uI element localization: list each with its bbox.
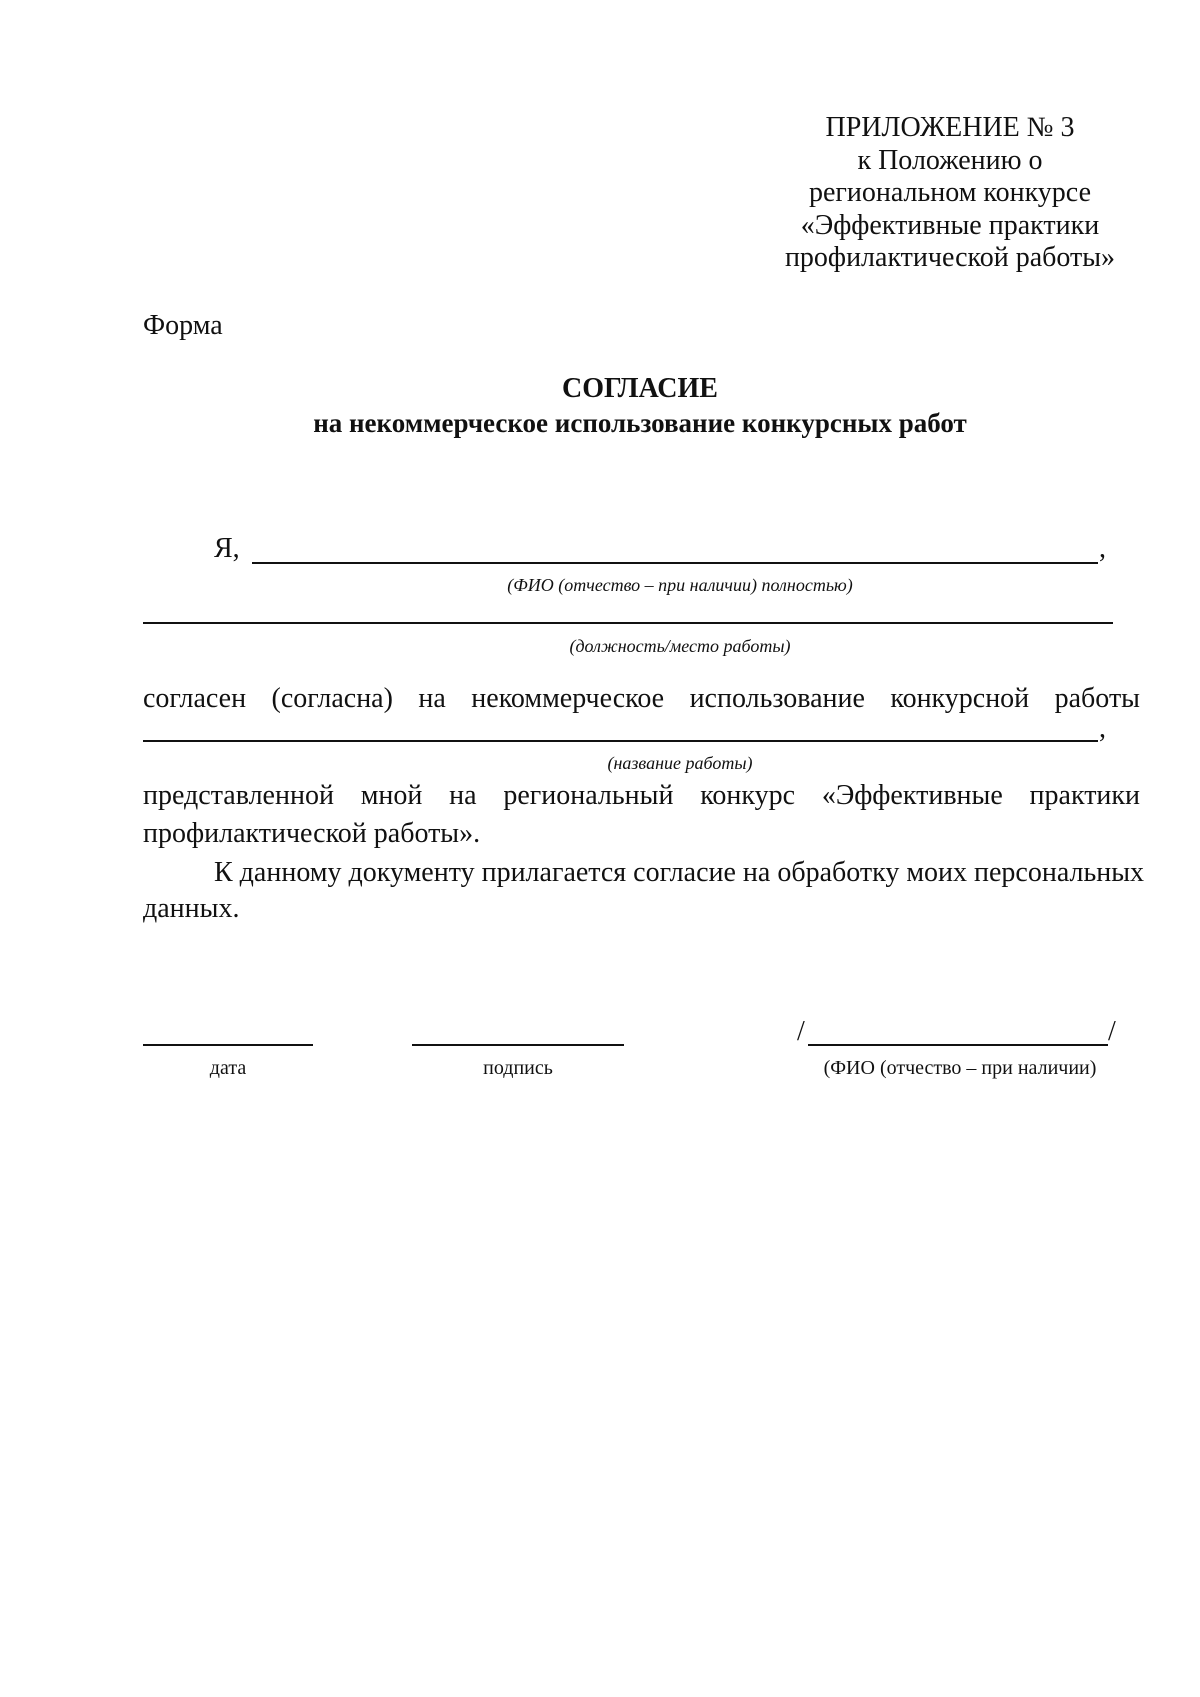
work-title-caption: (название работы) (607, 753, 753, 773)
appendix-line-1: ПРИЛОЖЕНИЕ № 3 (825, 112, 1075, 143)
appendix-line-5: профилактической работы» (784, 242, 1116, 273)
work-title-input-line[interactable] (143, 740, 1098, 742)
fio-slash-right: / (1108, 1016, 1116, 1047)
fio-prefix: Я, (214, 533, 240, 564)
consent-line-3: профилактической работы». (143, 818, 481, 849)
form-label: Форма (143, 310, 223, 341)
date-caption: дата (209, 1057, 247, 1079)
fio-slash-left: / (797, 1016, 805, 1047)
attachment-line-2: данных. (143, 893, 240, 924)
fio-input-line[interactable] (252, 562, 1098, 564)
appendix-line-3: региональном конкурсе (808, 177, 1092, 208)
date-input-line[interactable] (143, 1044, 313, 1046)
signature-fio-caption: (ФИО (отчество – при наличии) (823, 1057, 1097, 1079)
appendix-line-4: «Эффективные практики (800, 209, 1100, 241)
consent-line-2: представленной мной на региональный конкурс «Эффективные практики (143, 780, 1140, 811)
document-title: СОГЛАСИЕ (562, 373, 718, 404)
signature-input-line[interactable] (412, 1044, 624, 1046)
appendix-line-2: к Положению о (857, 144, 1043, 176)
consent-line-1: согласен (согласна) на некоммерческое использование конкурсной работы (143, 683, 1140, 714)
position-caption: (должность/место работы) (569, 636, 791, 656)
work-title-suffix: , (1099, 713, 1106, 744)
fio-caption: (ФИО (отчество – при наличии) полностью) (507, 575, 853, 595)
signature-fio-input-line[interactable] (808, 1044, 1108, 1046)
fio-suffix: , (1099, 533, 1106, 564)
document-subtitle: на некоммерческое использование конкурсных работ (313, 408, 967, 438)
position-input-line[interactable] (143, 622, 1113, 624)
signature-caption: подпись (483, 1057, 553, 1079)
appendix-header (760, 112, 1140, 275)
attachment-line-1: К данному документу прилагается согласие на обработку моих персональных (214, 857, 1145, 888)
